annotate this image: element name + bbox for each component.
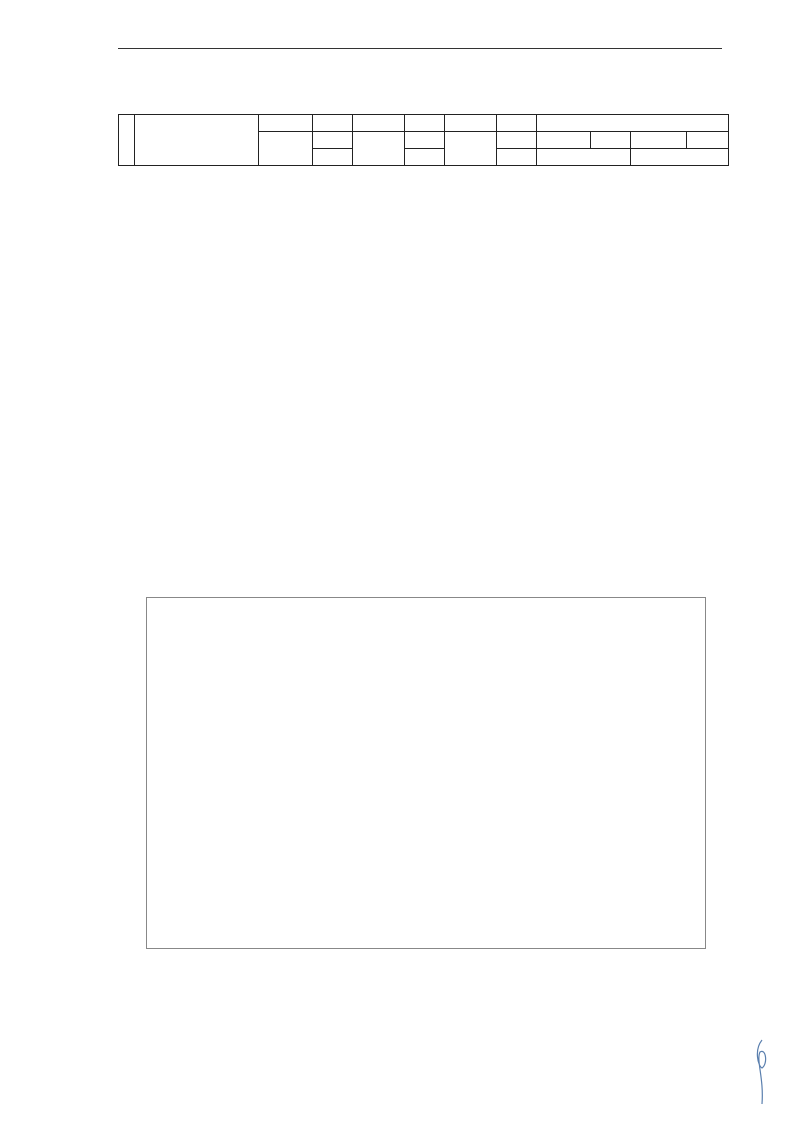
col-udzialu <box>313 149 353 166</box>
col-tys <box>353 132 405 166</box>
col-tys <box>537 132 591 149</box>
signature-mark <box>748 1038 778 1108</box>
col-tys <box>631 132 687 149</box>
col-period-2016-2015 <box>537 149 631 166</box>
bar-chart-panel <box>146 597 706 949</box>
col-2016 <box>259 115 313 132</box>
col-desc <box>135 115 259 166</box>
col-pct <box>591 132 631 149</box>
income-statement-table <box>118 114 729 166</box>
chart-svg <box>147 598 705 948</box>
col-rok <box>313 115 353 132</box>
col-tys <box>259 132 313 166</box>
header-rule <box>118 48 722 49</box>
col-rok <box>405 115 445 132</box>
col-pct <box>405 132 445 149</box>
col-period-2016-2014 <box>631 149 729 166</box>
col-2015 <box>353 115 405 132</box>
col-pct <box>313 132 353 149</box>
col-lp <box>119 115 135 166</box>
col-tys <box>445 132 497 166</box>
col-zmiana <box>537 115 729 132</box>
col-udzialu <box>497 149 537 166</box>
col-pct <box>497 132 537 149</box>
col-pct <box>687 132 729 149</box>
col-rok <box>497 115 537 132</box>
header-row-1 <box>119 115 729 132</box>
col-udzialu <box>405 149 445 166</box>
col-2014 <box>445 115 497 132</box>
section-heading <box>118 70 142 86</box>
